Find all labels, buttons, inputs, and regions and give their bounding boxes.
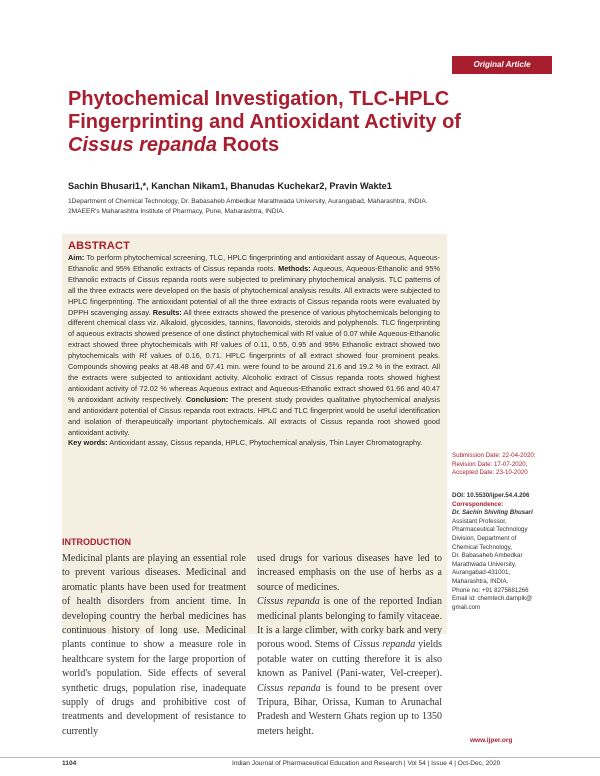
address-line: Chemical Technology,: [452, 543, 512, 551]
title-line-2: Fingerprinting and Antioxidant Activity of: [68, 111, 461, 133]
phone: Phone no: +91 8275681266: [452, 586, 529, 594]
species-name: Cissus repanda: [257, 682, 321, 694]
intro-para-2c: is found to be present over Tripura, Bihar, Orissa, Kuman to Arunachal Pradesh and Western Ghats region up to 1350 meters height.: [257, 682, 442, 737]
address-line: Maharashtra, INDIA.: [452, 577, 509, 585]
address-line: Dr. Babasaheb Ambedkar: [452, 552, 523, 560]
address-line: Assistant Professor,: [452, 517, 507, 525]
species-name: Cissus repanda: [257, 596, 320, 608]
intro-column-2: [257, 552, 442, 739]
methods-label: Methods:: [275, 263, 311, 273]
journal-citation: Indian Journal of Pharmaceutical Education and Research | Vol 54 | Issue 4 | Oct-Dec, 2020: [232, 760, 501, 767]
address-line: Pharmaceutical Technology: [452, 526, 528, 534]
intro-para-2b: yields potable water on cutting therefore it is also known as Panivel (Pani-water, Vel-creeper).: [257, 639, 442, 680]
address-line: Aurangabad-431001,: [452, 569, 511, 577]
keywords-label: Key words:: [68, 438, 108, 448]
keywords-text: Antioxidant assay, Cissus repanda, HPLC, Phytochemical analysis, Thin Layer Chromatography.: [107, 438, 423, 448]
revision-date: Revision Date: 17-07-2020;: [452, 460, 528, 468]
title-species: Cissus repanda: [68, 134, 217, 156]
abstract-heading: ABSTRACT: [68, 240, 131, 252]
conclusion-label: Conclusion:: [182, 394, 229, 404]
sidebar-dates: [452, 452, 536, 478]
results-label: Results:: [150, 307, 182, 317]
title-line-1: Phytochemical Investigation, TLC-HPLC: [68, 88, 450, 110]
title-line-3: [68, 134, 488, 157]
author-list: Sachin Bhusari1,*, Kanchan Nikam1, Bhanudas Kuchekar2, Pravin Wakte1: [68, 181, 392, 191]
journal-url[interactable]: www.ijper.org: [470, 737, 513, 744]
address-line: Division, Department of: [452, 534, 517, 542]
affiliation-2: 2MAEER's Maharashtra Institute of Pharmacy, Pune, Maharashtra, INDIA.: [68, 208, 285, 215]
intro-para-2a: is one of the reported Indian medicinal plants belonging to family vitaceae. It is a large climber, with corky bark and very porous wood. Stems of: [257, 596, 442, 651]
results-text: All three extracts showed the presence of various phytochemicals belonging to different chemical class viz. Alkaloid, glycosides, tannins, flavonoids, steroids and polyphenols. TLC fingerprinting of aqueous extracts showed presence of one distinct phytochemical with Rf value of 0.07 while Aqueous-Ethanolic extract showed three phytochemicals with Rf values of 0.11, 0.55, 0.95 and 95% Ethanolic extract showed two phytochemicals with Rf values of 0.16, 0.71. HPLC fingerprints of all extract showed four prominent peaks. Compounds showing peaks at 48.48 and 67.41 min. were found to be around 21.6 and 19.2 % in the extract. All the extracts were subjected to antioxidant activity. Alcoholic extract of Cissus repanda roots showed highest antioxidant activity of 72.02 % whereas Aqueous extract and Aqueous-Ethanolic extract showed 61.66 and 40.47 % antioxidant activity respectively.: [68, 307, 440, 404]
conclusion-text: The present study provides qualitative phytochemical analysis and antioxidant potential of Cissus repanda root extracts. HPLC and TLC fingerprint would be useful identification and isolation of therapeutically important phytochemicals. All extracts of Cissus repanda root showed good antioxidant activity.: [68, 394, 440, 437]
title-roots: Roots: [216, 134, 280, 156]
sidebar-correspondence: [452, 492, 542, 612]
intro-column-1: Medicinal plants are playing an essential role to prevent various diseases. Medicinal and aromatic plants have been used for treatment of health disorders from ancient time. In developing country the herbal medicines has continuous history of long use. Medicinal plants continue to show a measure role in healthcare system for the large proportion of world's population. Side effects of several synthetic drugs, population rise, inadequate supply of drugs and prohibitive cost of treatments and development of resistance to currently: [62, 553, 246, 737]
doi[interactable]: DOI: 10.5530/ijper.54.4.206: [452, 492, 530, 499]
aim-label: Aim:: [68, 253, 85, 262]
email-domain[interactable]: gmail.com: [452, 603, 481, 611]
page-number: 1104: [62, 760, 77, 767]
article-type-badge: Original Article: [452, 56, 552, 74]
email[interactable]: Email id: chemtech.damplk@: [452, 595, 533, 603]
article-title: [68, 88, 488, 157]
abstract-body: [68, 253, 440, 449]
correspondent-name: Dr. Sachin Shivling Bhusari: [452, 509, 533, 517]
affiliation-1: 1Department of Chemical Technology, Dr. Babasaheb Ambedkar Marathwada University, Aurangabad, Maharashtra, INDIA.: [68, 198, 428, 205]
aim-text: To perform phytochemical screening, TLC, HPLC fingerprinting and antioxidant assay of Aqueous, Aqueous-Ethanolic and 95% Ethanolic extracts of Cissus repanda roots.: [68, 253, 440, 273]
accepted-date: Accepted Date: 23-10-2020: [452, 469, 528, 477]
intro-para-1: used drugs for various diseases have led to increased emphasis on the use of herbs as a source of medicines.: [257, 553, 442, 593]
address-line: Marathwada University,: [452, 560, 517, 568]
footer-divider: [0, 757, 600, 758]
correspondence-label: Correspondence:: [452, 500, 504, 508]
submission-date: Submission Date: 22-04-2020;: [452, 452, 536, 459]
species-name: Cissus repanda: [353, 639, 416, 651]
introduction-heading: INTRODUCTION: [62, 537, 131, 547]
methods-text: Aqueous, Aqueous-Ethanolic and 95% Ethanolic extracts of Cissus repanda roots were subjected to preliminary phytochemical analysis. TLC patterns of all the three extracts were developed on the basis of phytochemical analysis results. All extracts were subjected to HPLC fingerprinting. The antioxidant potential of all the three extracts of Cissus repanda roots were evaluated by DPPH scavenging assay.: [68, 263, 440, 317]
